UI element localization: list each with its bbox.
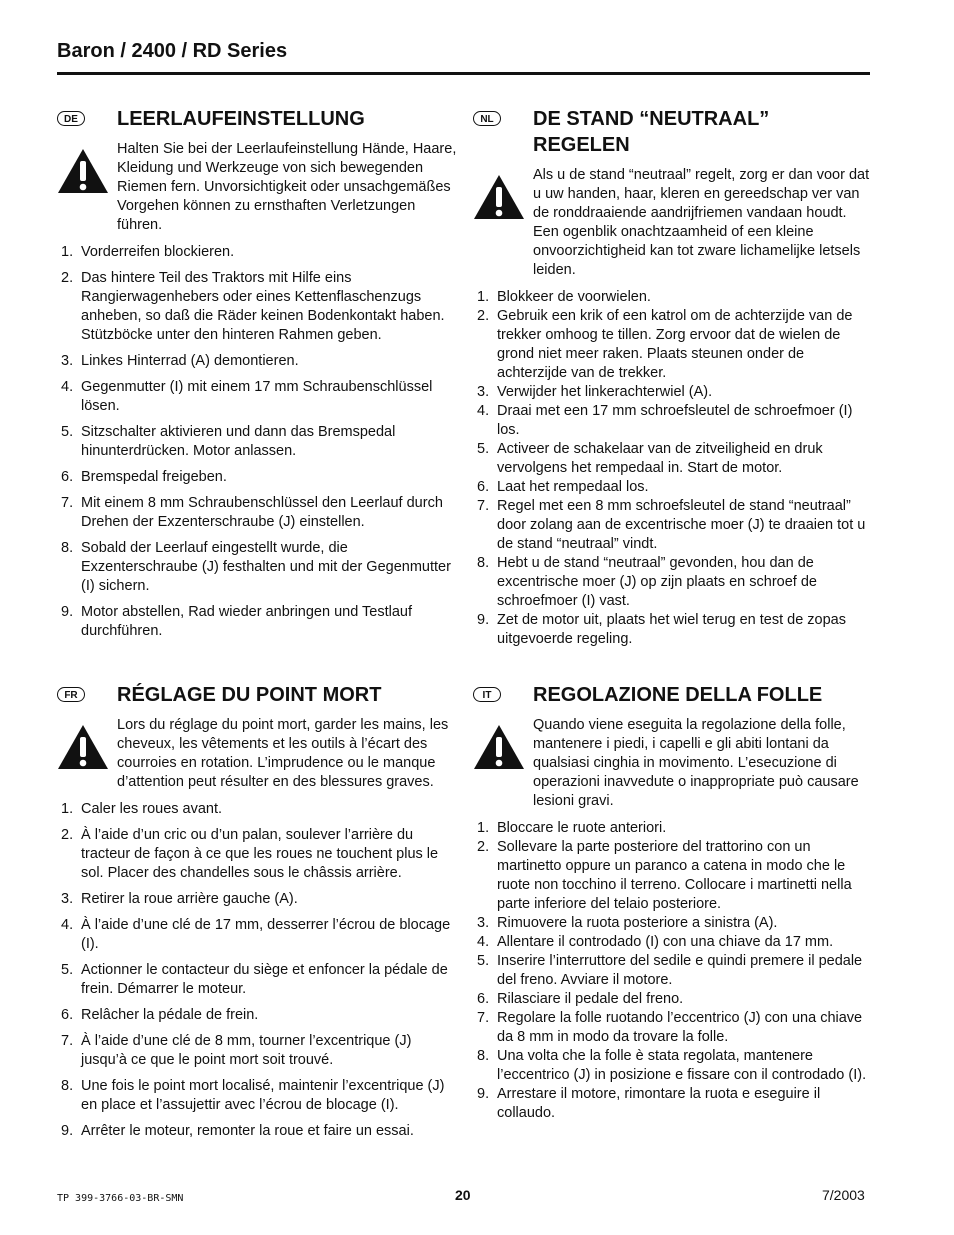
list-item: 6. Relâcher la pédale de frein. xyxy=(61,1007,259,1023)
steps-list-nl xyxy=(473,288,871,649)
warning-icon xyxy=(473,174,525,220)
list-item: 4. Gegenmutter (I) mit einem 17 mm Schraubenschlüssel lösen. xyxy=(61,379,433,414)
warning-block-nl xyxy=(473,166,871,280)
list-item: 9. Arrêter le moteur, remonter la roue et faire un essai. xyxy=(61,1123,414,1139)
lang-badge-fr: FR xyxy=(57,687,85,702)
list-item: 7. Regolare la folle ruotando l’eccentrico (J) con una chiave da 8 mm in modo da trovare la folle. xyxy=(477,1010,863,1045)
section-nl xyxy=(473,106,871,649)
warning-icon xyxy=(57,724,109,770)
warning-text-de: Halten Sie bei der Leerlaufeinstellung Hände, Haare, Kleidung und Werkzeuge von sich bewegenden Riemen fern. Unvorsichtigkeit oder unsachgemäßes Vorgehen können zu ernsthaften Verletzungen führen. xyxy=(117,141,457,233)
section-title-de: LEERLAUFEINSTELLUNG xyxy=(117,108,365,130)
list-item: 4. À l’aide d’une clé de 17 mm, desserrer l’écrou de blocage (I). xyxy=(61,917,451,952)
list-item: 5. Activeer de schakelaar van de zitveiligheid en druk vervolgens het rempedaal in. Start de motor. xyxy=(477,441,823,476)
list-item: 6. Laat het rempedaal los. xyxy=(477,479,649,495)
section-title-it: REGOLAZIONE DELLA FOLLE xyxy=(533,684,823,706)
steps-list-it xyxy=(473,819,871,1123)
list-item: 8. Una volta che la folle è stata regolata, mantenere l’eccentrico (J) in posizione e fissare con il controdado (I). xyxy=(477,1048,867,1083)
warning-icon xyxy=(473,724,525,770)
list-item: 6. Rilasciare il pedale del freno. xyxy=(477,991,684,1007)
list-item: 7. Mit einem 8 mm Schraubenschlüssel den Leerlauf durch Drehen der Exzenterschraube (J) einstellen. xyxy=(61,495,443,530)
lang-badge-nl: NL xyxy=(473,111,501,126)
list-item: 3. Linkes Hinterrad (A) demontieren. xyxy=(61,353,299,369)
lang-badge-de: DE xyxy=(57,111,85,126)
warning-block-it xyxy=(473,716,871,811)
list-item: 6. Bremspedal freigeben. xyxy=(61,469,227,485)
section-title-nl: DE STAND “NEUTRAAL” REGELEN xyxy=(533,108,770,156)
section-it xyxy=(473,682,871,1123)
steps-list-de xyxy=(57,243,457,641)
section-fr xyxy=(57,682,457,1148)
list-item: 3. Retirer la roue arrière gauche (A). xyxy=(61,891,298,907)
list-item: 2. Sollevare la parte posteriore del trattorino con un martinetto oppure un paranco a catena in modo che le ruote non tocchino il terreno. Collocare i martinetti nella parte inferiore del telaio posteriore. xyxy=(477,839,852,912)
lang-badge-it: IT xyxy=(473,687,501,702)
list-item: 1. Caler les roues avant. xyxy=(61,801,223,817)
list-item: 1. Blokkeer de voorwielen. xyxy=(477,289,651,305)
section-title-fr: RÉGLAGE DU POINT MORT xyxy=(117,684,382,706)
section-de xyxy=(57,106,457,648)
header-rule xyxy=(57,72,870,75)
warning-text-fr: Lors du réglage du point mort, garder les mains, les cheveux, les vêtements et les outils à l’écart des courroies en rotation. L’imprudence ou le manque d’attention peut résulter en des blessures graves. xyxy=(117,717,449,790)
footer-doc-code: TP 399-3766-03-BR-SMN xyxy=(57,1193,184,1204)
list-item: 2. Gebruik een krik of een katrol om de achterzijde van de trekker omhoog te tillen. Zorg ervoor dat de wielen de grond niet meer raken. Plaats steunen onder de achterzijde van de trekker. xyxy=(477,308,853,381)
list-item: 4. Draai met een 17 mm schroefsleutel de schroefmoer (I) los. xyxy=(477,403,853,438)
warning-block-de xyxy=(57,140,457,235)
page-header-title: Baron / 2400 / RD Series xyxy=(57,40,288,62)
footer-date: 7/2003 xyxy=(822,1187,865,1203)
list-item: 1. Bloccare le ruote anteriori. xyxy=(477,820,667,836)
list-item: 3. Verwijder het linkerachterwiel (A). xyxy=(477,384,713,400)
list-item: 8. Une fois le point mort localisé, maintenir l’excentrique (J) en place et l’assujettir avec l’écrou de blocage (I). xyxy=(61,1078,445,1113)
warning-block-fr xyxy=(57,716,457,792)
list-item: 2. À l’aide d’un cric ou d’un palan, soulever l’arrière du tracteur de façon à ce que les roues ne touchent plus le sol. Placer des chandelles sous le châssis arrière. xyxy=(61,827,439,881)
list-item: 9. Zet de motor uit, plaats het wiel terug en test de zopas uitgevoerde regeling. xyxy=(477,612,846,647)
list-item: 1. Vorderreifen blockieren. xyxy=(61,244,235,260)
list-item: 7. À l’aide d’une clé de 8 mm, tourner l’excentrique (J) jusqu’à ce que le point mort soit trouvé. xyxy=(61,1033,412,1068)
warning-text-nl: Als u de stand “neutraal” regelt, zorg er dan voor dat u uw handen, haar, kleren en gereedschap ver van de ronddraaiende aandrijfriemen vandaan houdt. Een ogenblik onachtzaamheid of een kleine onvoorzichtigheid kan tot zware lichamelijke letsels leiden. xyxy=(533,167,870,278)
list-item: 8. Sobald der Leerlauf eingestellt wurde, die Exzenterschraube (J) festhalten und mit der Gegenmutter (I) sichern. xyxy=(61,540,451,594)
warning-icon xyxy=(57,148,109,194)
warning-text-it: Quando viene eseguita la regolazione della folle, mantenere i piedi, i capelli e gli abiti lontani da qualsiasi cinghia in movimento. L’esecuzione di operazioni inavvedute o inappropriate può causare lesioni gravi. xyxy=(533,717,859,809)
list-item: 8. Hebt u de stand “neutraal” gevonden, hou dan de excentrische moer (J) op zijn plaats en schroef de schroefmoer (I) vast. xyxy=(477,555,817,609)
list-item: 5. Sitzschalter aktivieren und dann das Bremspedal hinunterdrücken. Motor anlassen. xyxy=(61,424,396,459)
list-item: 9. Arrestare il motore, rimontare la ruota e eseguire il collaudo. xyxy=(477,1086,821,1121)
steps-list-fr xyxy=(57,800,457,1141)
list-item: 2. Das hintere Teil des Traktors mit Hilfe eins Rangierwagenhebers oder eines Kettenflaschenzugs anheben, so daß die Räder keinen Bodenkontakt haben. Stützböcke unter den hinteren Rahmen geben. xyxy=(61,270,445,343)
list-item: 5. Actionner le contacteur du siège et enfoncer la pédale de frein. Démarrer le moteur. xyxy=(61,962,448,997)
list-item: 7. Regel met een 8 mm schroefsleutel de stand “neutraal” door zolang aan de excentrische moer (J) te draaien tot u de stand “neutraal” vindt. xyxy=(477,498,866,552)
list-item: 4. Allentare il controdado (I) con una chiave da 17 mm. xyxy=(477,934,834,950)
list-item: 5. Inserire l’interruttore del sedile e quindi premere il pedale del freno. Avviare il motore. xyxy=(477,953,863,988)
footer-page-number: 20 xyxy=(455,1187,471,1203)
list-item: 9. Motor abstellen, Rad wieder anbringen und Testlauf durchführen. xyxy=(61,604,413,639)
list-item: 3. Rimuovere la ruota posteriore a sinistra (A). xyxy=(477,915,778,931)
